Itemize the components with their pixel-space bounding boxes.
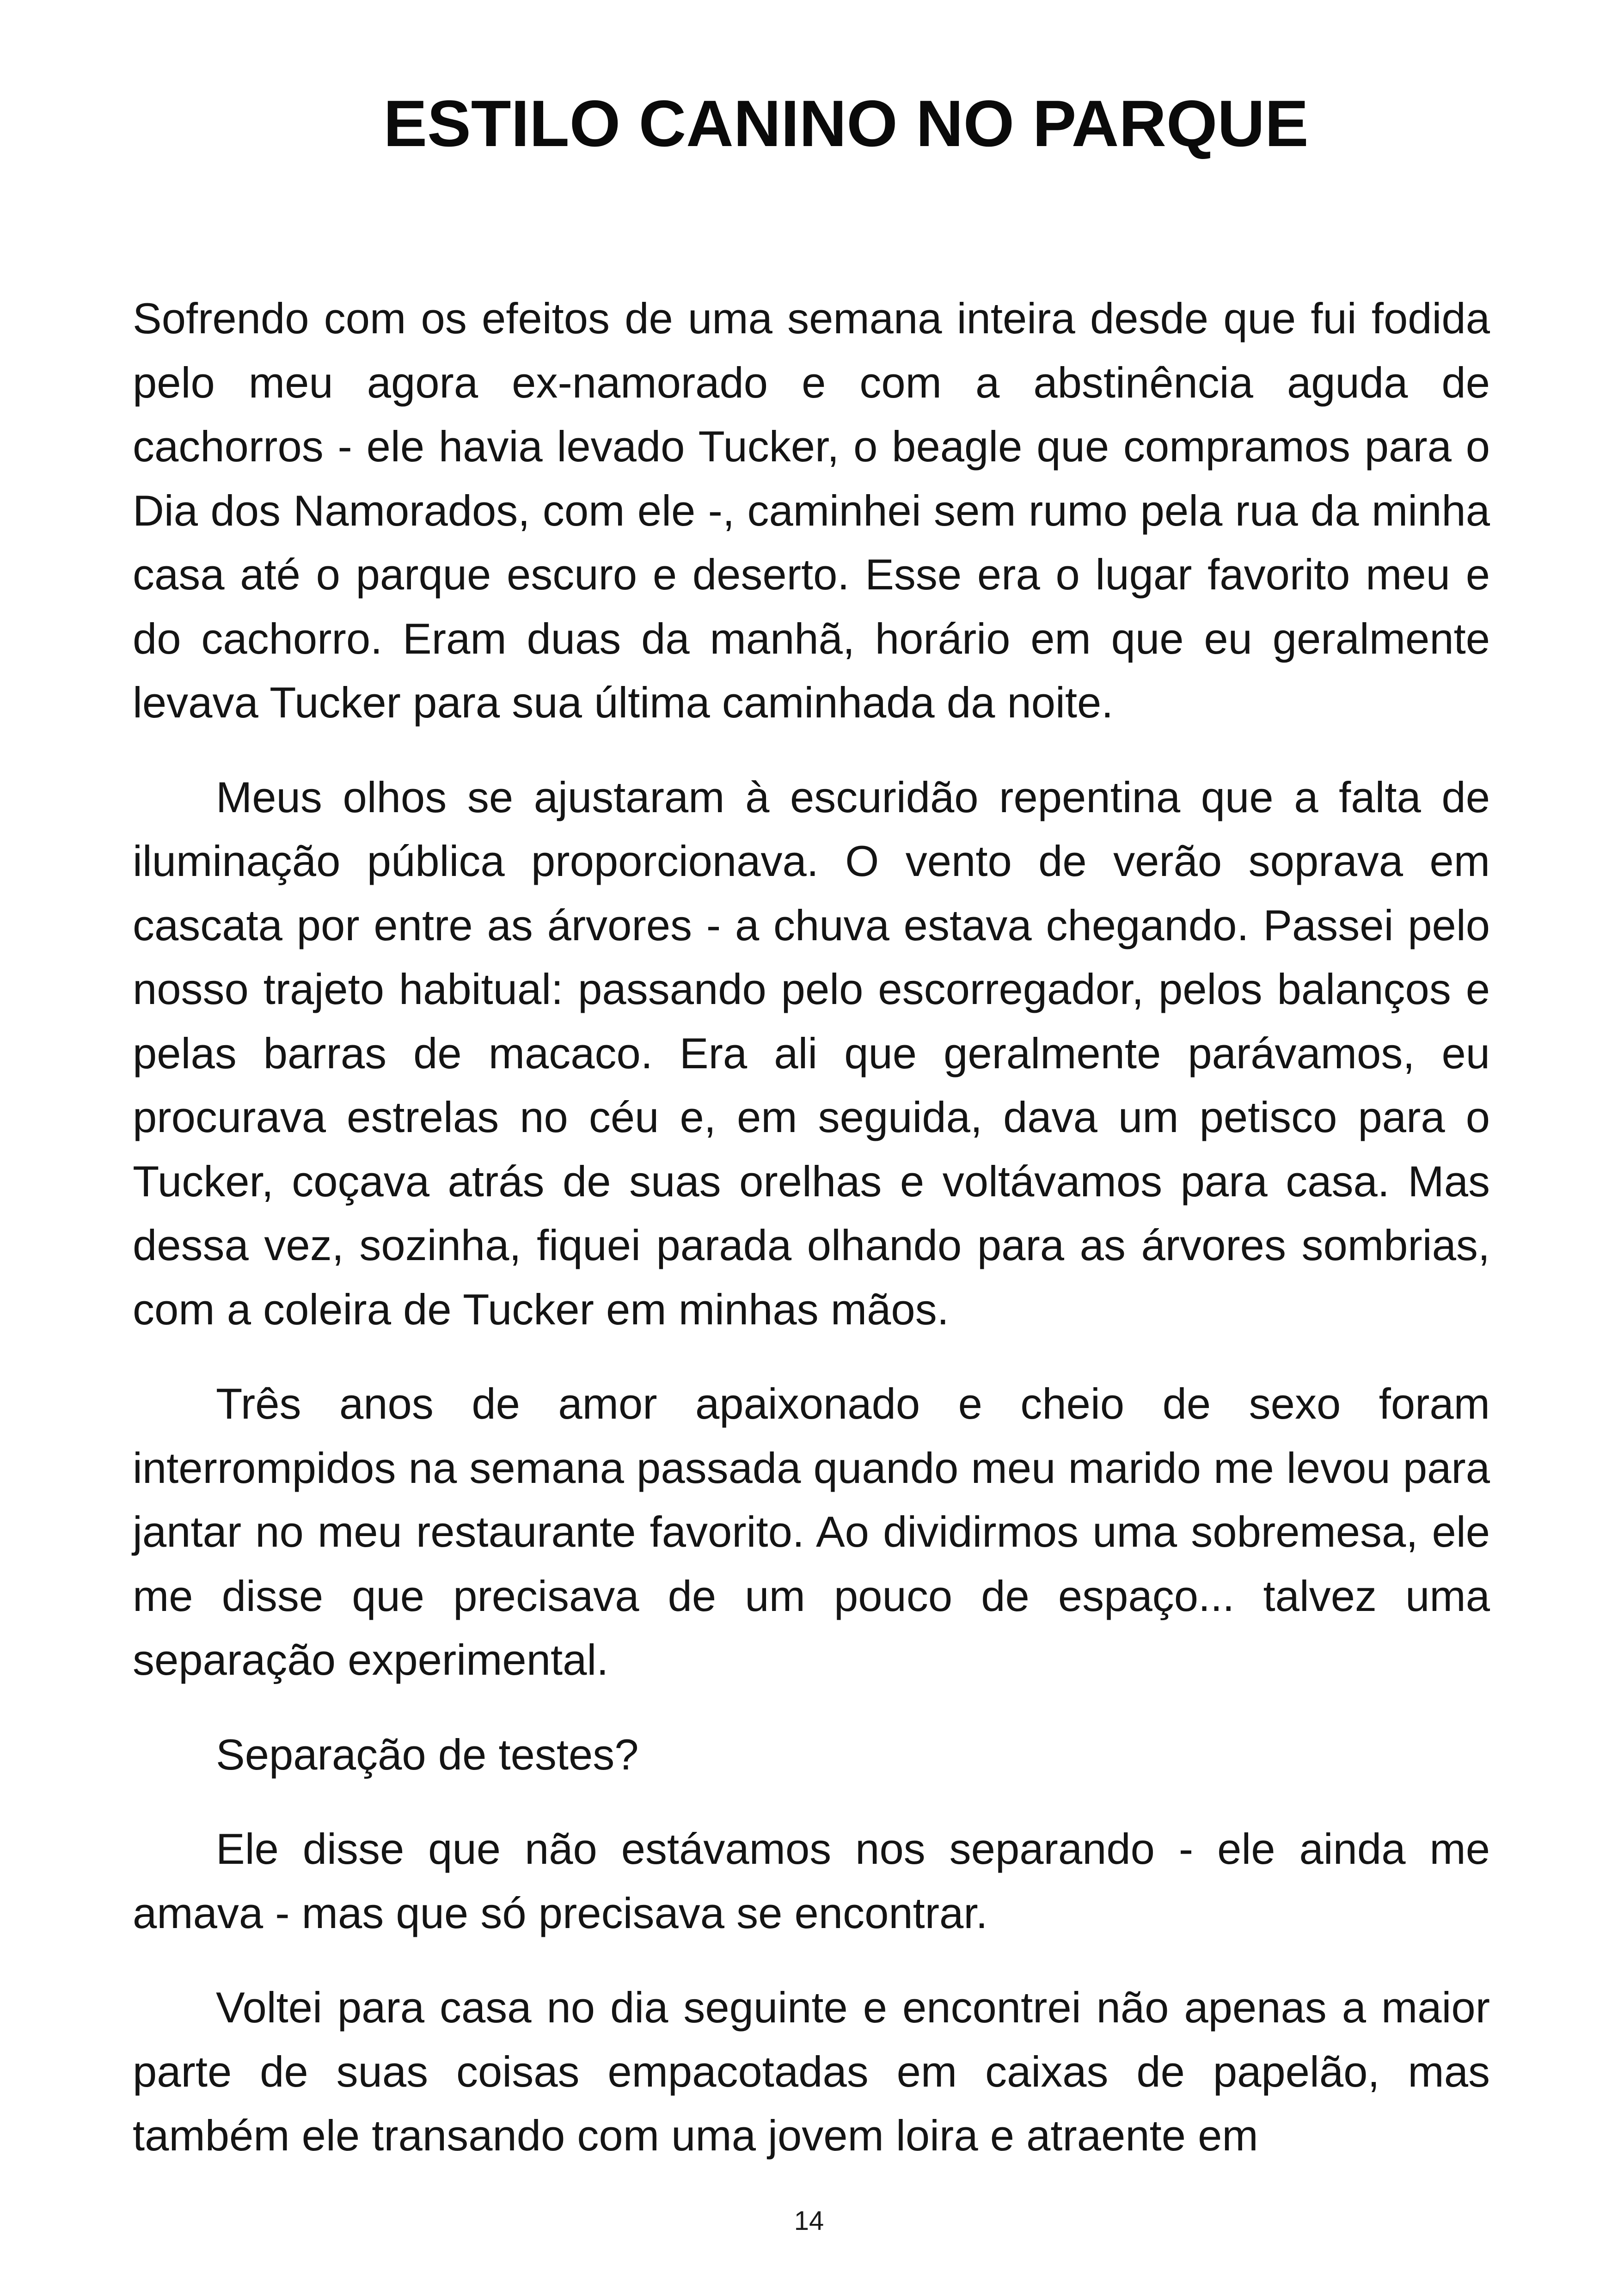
paragraph-2: Meus olhos se ajustaram à escuridão repentina que a falta de iluminação pública proporcionava. O vento de verão soprava em cascata por entre as árvores - a chuva estava chegando. Passei pelo nosso trajeto habitual: passando pelo escorregador, pelos balanços e pelas barras de macaco. Era ali que geralmente parávamos, eu procurava estrelas no céu e, em seguida, dava um petisco para o Tucker, coçava atrás de suas orelhas e voltávamos para casa. Mas dessa vez, sozinha, fiquei parada olhando para as árvores sombrias, com a coleira de Tucker em minhas mãos. [133,772,1490,1334]
chapter-body [133,287,1490,2198]
chapter-title: ESTILO CANINO NO PARQUE [383,87,1309,160]
paragraph-1: Sofrendo com os efeitos de uma semana inteira desde que fui fodida pelo meu agora ex-namorado e com a abstinência aguda de cachorros - ele havia levado Tucker, o beagle que compramos para o Dia dos Namorados, com ele -, caminhei sem rumo pela rua da minha casa até o parque escuro e deserto. Esse era o lugar favorito meu e do cachorro. Eram duas da manhã, horário em que eu geralmente levava Tucker para sua última caminhada da noite. [133,294,1490,727]
paragraph-5: Ele disse que não estávamos nos separando - ele ainda me amava - mas que só precisava se encontrar. [133,1825,1490,1937]
page-number: 14 [794,2206,824,2236]
paragraph-6: Voltei para casa no dia seguinte e encontrei não apenas a maior parte de suas coisas empacotadas em caixas de papelão, mas também ele transando com uma jovem loira e atraente em [133,1983,1490,2160]
paragraph-4: Separação de testes? [216,1730,639,1779]
paragraph-3: Três anos de amor apaixonado e cheio de sexo foram interrompidos na semana passada quando meu marido me levou para jantar no meu restaurante favorito. Ao dividirmos uma sobremesa, ele me disse que precisava de um pouco de espaço... talvez uma separação experimental. [133,1379,1490,1684]
